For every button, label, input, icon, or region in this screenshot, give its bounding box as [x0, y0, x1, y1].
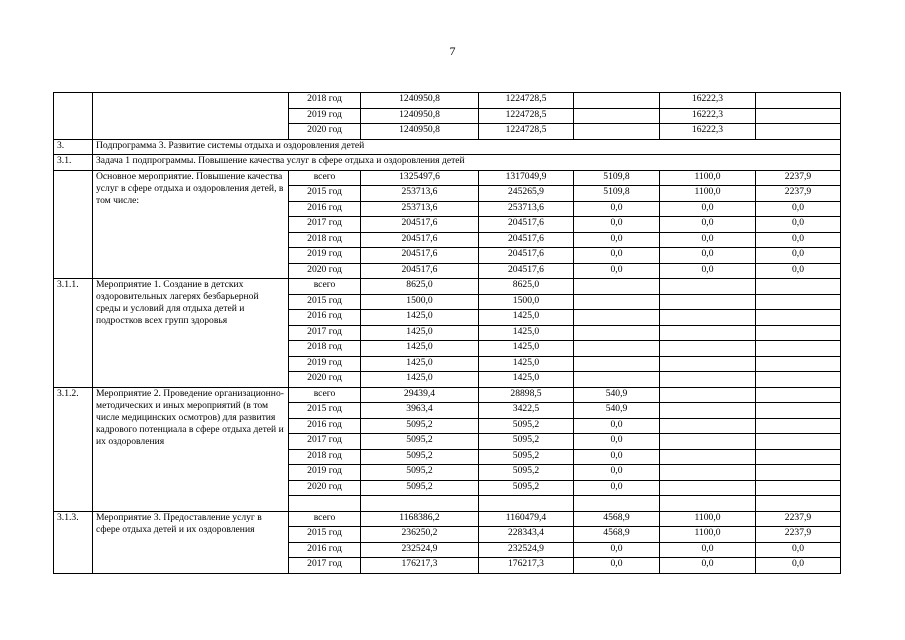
value-cell: 0,0 — [660, 542, 756, 558]
item-name-cell: Мероприятие 3. Предоставление услуг в сфере отдыха детей и их оздоровления — [93, 511, 289, 573]
item-number-cell: 3.1.3. — [54, 511, 93, 573]
section-title-cell: Подпрограмма 3. Развитие системы отдыха и оздоровления детей — [93, 139, 841, 155]
value-cell — [660, 403, 756, 419]
value-cell: 1224728,5 — [479, 124, 574, 140]
table-row — [54, 93, 841, 109]
section-row — [54, 139, 841, 155]
total-value-cell — [361, 496, 479, 512]
value-cell: 0,0 — [574, 542, 660, 558]
value-cell: 1100,0 — [660, 527, 756, 543]
value-cell: 8625,0 — [479, 279, 574, 295]
value-cell: 0,0 — [574, 434, 660, 450]
value-cell: 0,0 — [756, 232, 841, 248]
year-cell: всего — [289, 170, 361, 186]
value-cell: 1224728,5 — [479, 93, 574, 109]
page-number: 7 — [449, 44, 456, 58]
value-cell — [660, 449, 756, 465]
year-cell: 2017 год — [289, 217, 361, 233]
value-cell — [660, 434, 756, 450]
value-cell: 16222,3 — [660, 108, 756, 124]
value-cell: 16222,3 — [660, 93, 756, 109]
value-cell: 232524,9 — [479, 542, 574, 558]
total-value-cell: 1425,0 — [361, 356, 479, 372]
section-number-cell: 3.1. — [54, 155, 93, 171]
year-cell: 2016 год — [289, 418, 361, 434]
value-cell: 0,0 — [574, 480, 660, 496]
value-cell — [574, 279, 660, 295]
value-cell — [574, 372, 660, 388]
value-cell — [660, 496, 756, 512]
year-cell: 2020 год — [289, 263, 361, 279]
total-value-cell: 1425,0 — [361, 341, 479, 357]
total-value-cell: 204517,6 — [361, 232, 479, 248]
value-cell: 0,0 — [574, 449, 660, 465]
value-cell: 1160479,4 — [479, 511, 574, 527]
year-cell: 2015 год — [289, 186, 361, 202]
value-cell — [574, 341, 660, 357]
value-cell: 204517,6 — [479, 217, 574, 233]
year-cell: 2017 год — [289, 434, 361, 450]
value-cell — [574, 294, 660, 310]
item-number-cell — [54, 93, 93, 140]
value-cell: 0,0 — [660, 201, 756, 217]
value-cell: 0,0 — [756, 542, 841, 558]
year-cell: 2017 год — [289, 325, 361, 341]
value-cell — [660, 418, 756, 434]
value-cell — [756, 496, 841, 512]
value-cell: 1317049,9 — [479, 170, 574, 186]
value-cell — [756, 387, 841, 403]
value-cell — [660, 465, 756, 481]
item-name-cell: Основное мероприятие. Повышение качества услуг в сфере отдыха и оздоровления детей, в том числе: — [93, 170, 289, 279]
total-value-cell: 3963,4 — [361, 403, 479, 419]
total-value-cell: 5095,2 — [361, 434, 479, 450]
year-cell: 2015 год — [289, 527, 361, 543]
value-cell: 0,0 — [756, 248, 841, 264]
value-cell: 204517,6 — [479, 232, 574, 248]
value-cell — [660, 356, 756, 372]
value-cell: 1224728,5 — [479, 108, 574, 124]
value-cell — [756, 356, 841, 372]
value-cell: 0,0 — [756, 558, 841, 574]
value-cell — [756, 480, 841, 496]
value-cell — [756, 279, 841, 295]
value-cell: 540,9 — [574, 387, 660, 403]
total-value-cell: 236250,2 — [361, 527, 479, 543]
total-value-cell: 204517,6 — [361, 217, 479, 233]
value-cell: 0,0 — [574, 465, 660, 481]
year-cell: всего — [289, 279, 361, 295]
item-number-cell: 3.1.1. — [54, 279, 93, 388]
value-cell: 1425,0 — [479, 341, 574, 357]
value-cell — [574, 310, 660, 326]
value-cell: 0,0 — [660, 263, 756, 279]
value-cell: 0,0 — [756, 263, 841, 279]
value-cell: 0,0 — [574, 558, 660, 574]
year-cell: 2018 год — [289, 93, 361, 109]
value-cell — [756, 418, 841, 434]
year-cell: 2020 год — [289, 480, 361, 496]
value-cell — [660, 387, 756, 403]
value-cell — [660, 279, 756, 295]
value-cell: 16222,3 — [660, 124, 756, 140]
value-cell — [574, 496, 660, 512]
year-cell: 2019 год — [289, 108, 361, 124]
total-value-cell: 1425,0 — [361, 325, 479, 341]
value-cell: 0,0 — [660, 217, 756, 233]
total-value-cell: 253713,6 — [361, 201, 479, 217]
value-cell — [660, 480, 756, 496]
item-number-cell — [54, 170, 93, 279]
year-cell — [289, 496, 361, 512]
value-cell — [756, 341, 841, 357]
value-cell: 1425,0 — [479, 325, 574, 341]
value-cell: 2237,9 — [756, 527, 841, 543]
value-cell: 5095,2 — [479, 418, 574, 434]
year-cell: 2016 год — [289, 310, 361, 326]
value-cell — [574, 108, 660, 124]
value-cell: 253713,6 — [479, 201, 574, 217]
value-cell: 204517,6 — [479, 248, 574, 264]
value-cell: 2237,9 — [756, 511, 841, 527]
year-cell: 2020 год — [289, 372, 361, 388]
value-cell: 3422,5 — [479, 403, 574, 419]
year-cell: 2016 год — [289, 201, 361, 217]
value-cell: 0,0 — [574, 232, 660, 248]
total-value-cell: 1425,0 — [361, 372, 479, 388]
value-cell — [660, 294, 756, 310]
year-cell: всего — [289, 387, 361, 403]
value-cell: 1425,0 — [479, 310, 574, 326]
total-value-cell: 176217,3 — [361, 558, 479, 574]
section-row — [54, 155, 841, 171]
value-cell: 1100,0 — [660, 511, 756, 527]
year-cell: 2019 год — [289, 465, 361, 481]
total-value-cell: 204517,6 — [361, 263, 479, 279]
year-cell: 2018 год — [289, 232, 361, 248]
value-cell: 4568,9 — [574, 511, 660, 527]
item-name-cell: Мероприятие 1. Создание в детских оздоровительных лагерях безбарьерной среды и условий для отдыха детей и подростков всех групп здоровья — [93, 279, 289, 388]
value-cell: 0,0 — [574, 418, 660, 434]
section-number-cell: 3. — [54, 139, 93, 155]
value-cell: 1100,0 — [660, 186, 756, 202]
total-value-cell: 5095,2 — [361, 465, 479, 481]
value-cell: 1425,0 — [479, 372, 574, 388]
value-cell — [756, 124, 841, 140]
year-cell: 2015 год — [289, 403, 361, 419]
value-cell: 0,0 — [756, 201, 841, 217]
value-cell: 1100,0 — [660, 170, 756, 186]
total-value-cell: 1500,0 — [361, 294, 479, 310]
total-value-cell: 1240950,8 — [361, 124, 479, 140]
value-cell — [756, 465, 841, 481]
value-cell: 204517,6 — [479, 263, 574, 279]
value-cell: 1425,0 — [479, 356, 574, 372]
value-cell: 5095,2 — [479, 449, 574, 465]
value-cell — [574, 325, 660, 341]
total-value-cell: 1168386,2 — [361, 511, 479, 527]
value-cell: 0,0 — [660, 558, 756, 574]
year-cell: 2016 год — [289, 542, 361, 558]
value-cell: 28898,5 — [479, 387, 574, 403]
item-name-cell — [93, 93, 289, 140]
table-row — [54, 279, 841, 295]
value-cell: 245265,9 — [479, 186, 574, 202]
value-cell — [574, 124, 660, 140]
item-name-cell: Мероприятие 2. Проведение организационно-методических и иных мероприятий (в том числе медицинских осмотров) для развития кадрового потенциала в сфере отдыха детей и их оздоровления — [93, 387, 289, 511]
value-cell: 5095,2 — [479, 434, 574, 450]
table-row — [54, 387, 841, 403]
value-cell — [756, 108, 841, 124]
value-cell — [756, 434, 841, 450]
value-cell — [756, 449, 841, 465]
value-cell — [479, 496, 574, 512]
value-cell — [756, 310, 841, 326]
value-cell: 5095,2 — [479, 480, 574, 496]
value-cell: 2237,9 — [756, 186, 841, 202]
value-cell — [574, 356, 660, 372]
value-cell — [660, 325, 756, 341]
value-cell: 540,9 — [574, 403, 660, 419]
year-cell: 2019 год — [289, 248, 361, 264]
budget-table — [53, 92, 841, 574]
total-value-cell: 253713,6 — [361, 186, 479, 202]
value-cell — [660, 310, 756, 326]
value-cell: 228343,4 — [479, 527, 574, 543]
year-cell: 2015 год — [289, 294, 361, 310]
value-cell — [756, 294, 841, 310]
total-value-cell: 5095,2 — [361, 449, 479, 465]
value-cell — [756, 372, 841, 388]
table-body — [54, 93, 841, 574]
value-cell: 5095,2 — [479, 465, 574, 481]
year-cell: 2018 год — [289, 341, 361, 357]
total-value-cell: 204517,6 — [361, 248, 479, 264]
year-cell: 2018 год — [289, 449, 361, 465]
value-cell: 5109,8 — [574, 186, 660, 202]
year-cell: всего — [289, 511, 361, 527]
value-cell — [660, 372, 756, 388]
total-value-cell: 1425,0 — [361, 310, 479, 326]
total-value-cell: 1240950,8 — [361, 108, 479, 124]
total-value-cell: 5095,2 — [361, 480, 479, 496]
year-cell: 2017 год — [289, 558, 361, 574]
value-cell: 0,0 — [660, 248, 756, 264]
value-cell: 0,0 — [660, 232, 756, 248]
value-cell: 5109,8 — [574, 170, 660, 186]
total-value-cell: 1240950,8 — [361, 93, 479, 109]
table-row — [54, 511, 841, 527]
value-cell: 176217,3 — [479, 558, 574, 574]
total-value-cell: 8625,0 — [361, 279, 479, 295]
total-value-cell: 29439,4 — [361, 387, 479, 403]
value-cell — [756, 93, 841, 109]
value-cell: 4568,9 — [574, 527, 660, 543]
value-cell — [574, 93, 660, 109]
value-cell: 0,0 — [574, 248, 660, 264]
total-value-cell: 1325497,6 — [361, 170, 479, 186]
value-cell — [756, 403, 841, 419]
table-row — [54, 170, 841, 186]
value-cell — [756, 325, 841, 341]
value-cell: 2237,9 — [756, 170, 841, 186]
value-cell: 0,0 — [756, 217, 841, 233]
section-title-cell: Задача 1 подпрограммы. Повышение качества услуг в сфере отдыха и оздоровления детей — [93, 155, 841, 171]
item-number-cell: 3.1.2. — [54, 387, 93, 511]
value-cell: 0,0 — [574, 263, 660, 279]
value-cell: 0,0 — [574, 201, 660, 217]
total-value-cell: 232524,9 — [361, 542, 479, 558]
value-cell: 1500,0 — [479, 294, 574, 310]
value-cell — [660, 341, 756, 357]
year-cell: 2019 год — [289, 356, 361, 372]
year-cell: 2020 год — [289, 124, 361, 140]
value-cell: 0,0 — [574, 217, 660, 233]
total-value-cell: 5095,2 — [361, 418, 479, 434]
